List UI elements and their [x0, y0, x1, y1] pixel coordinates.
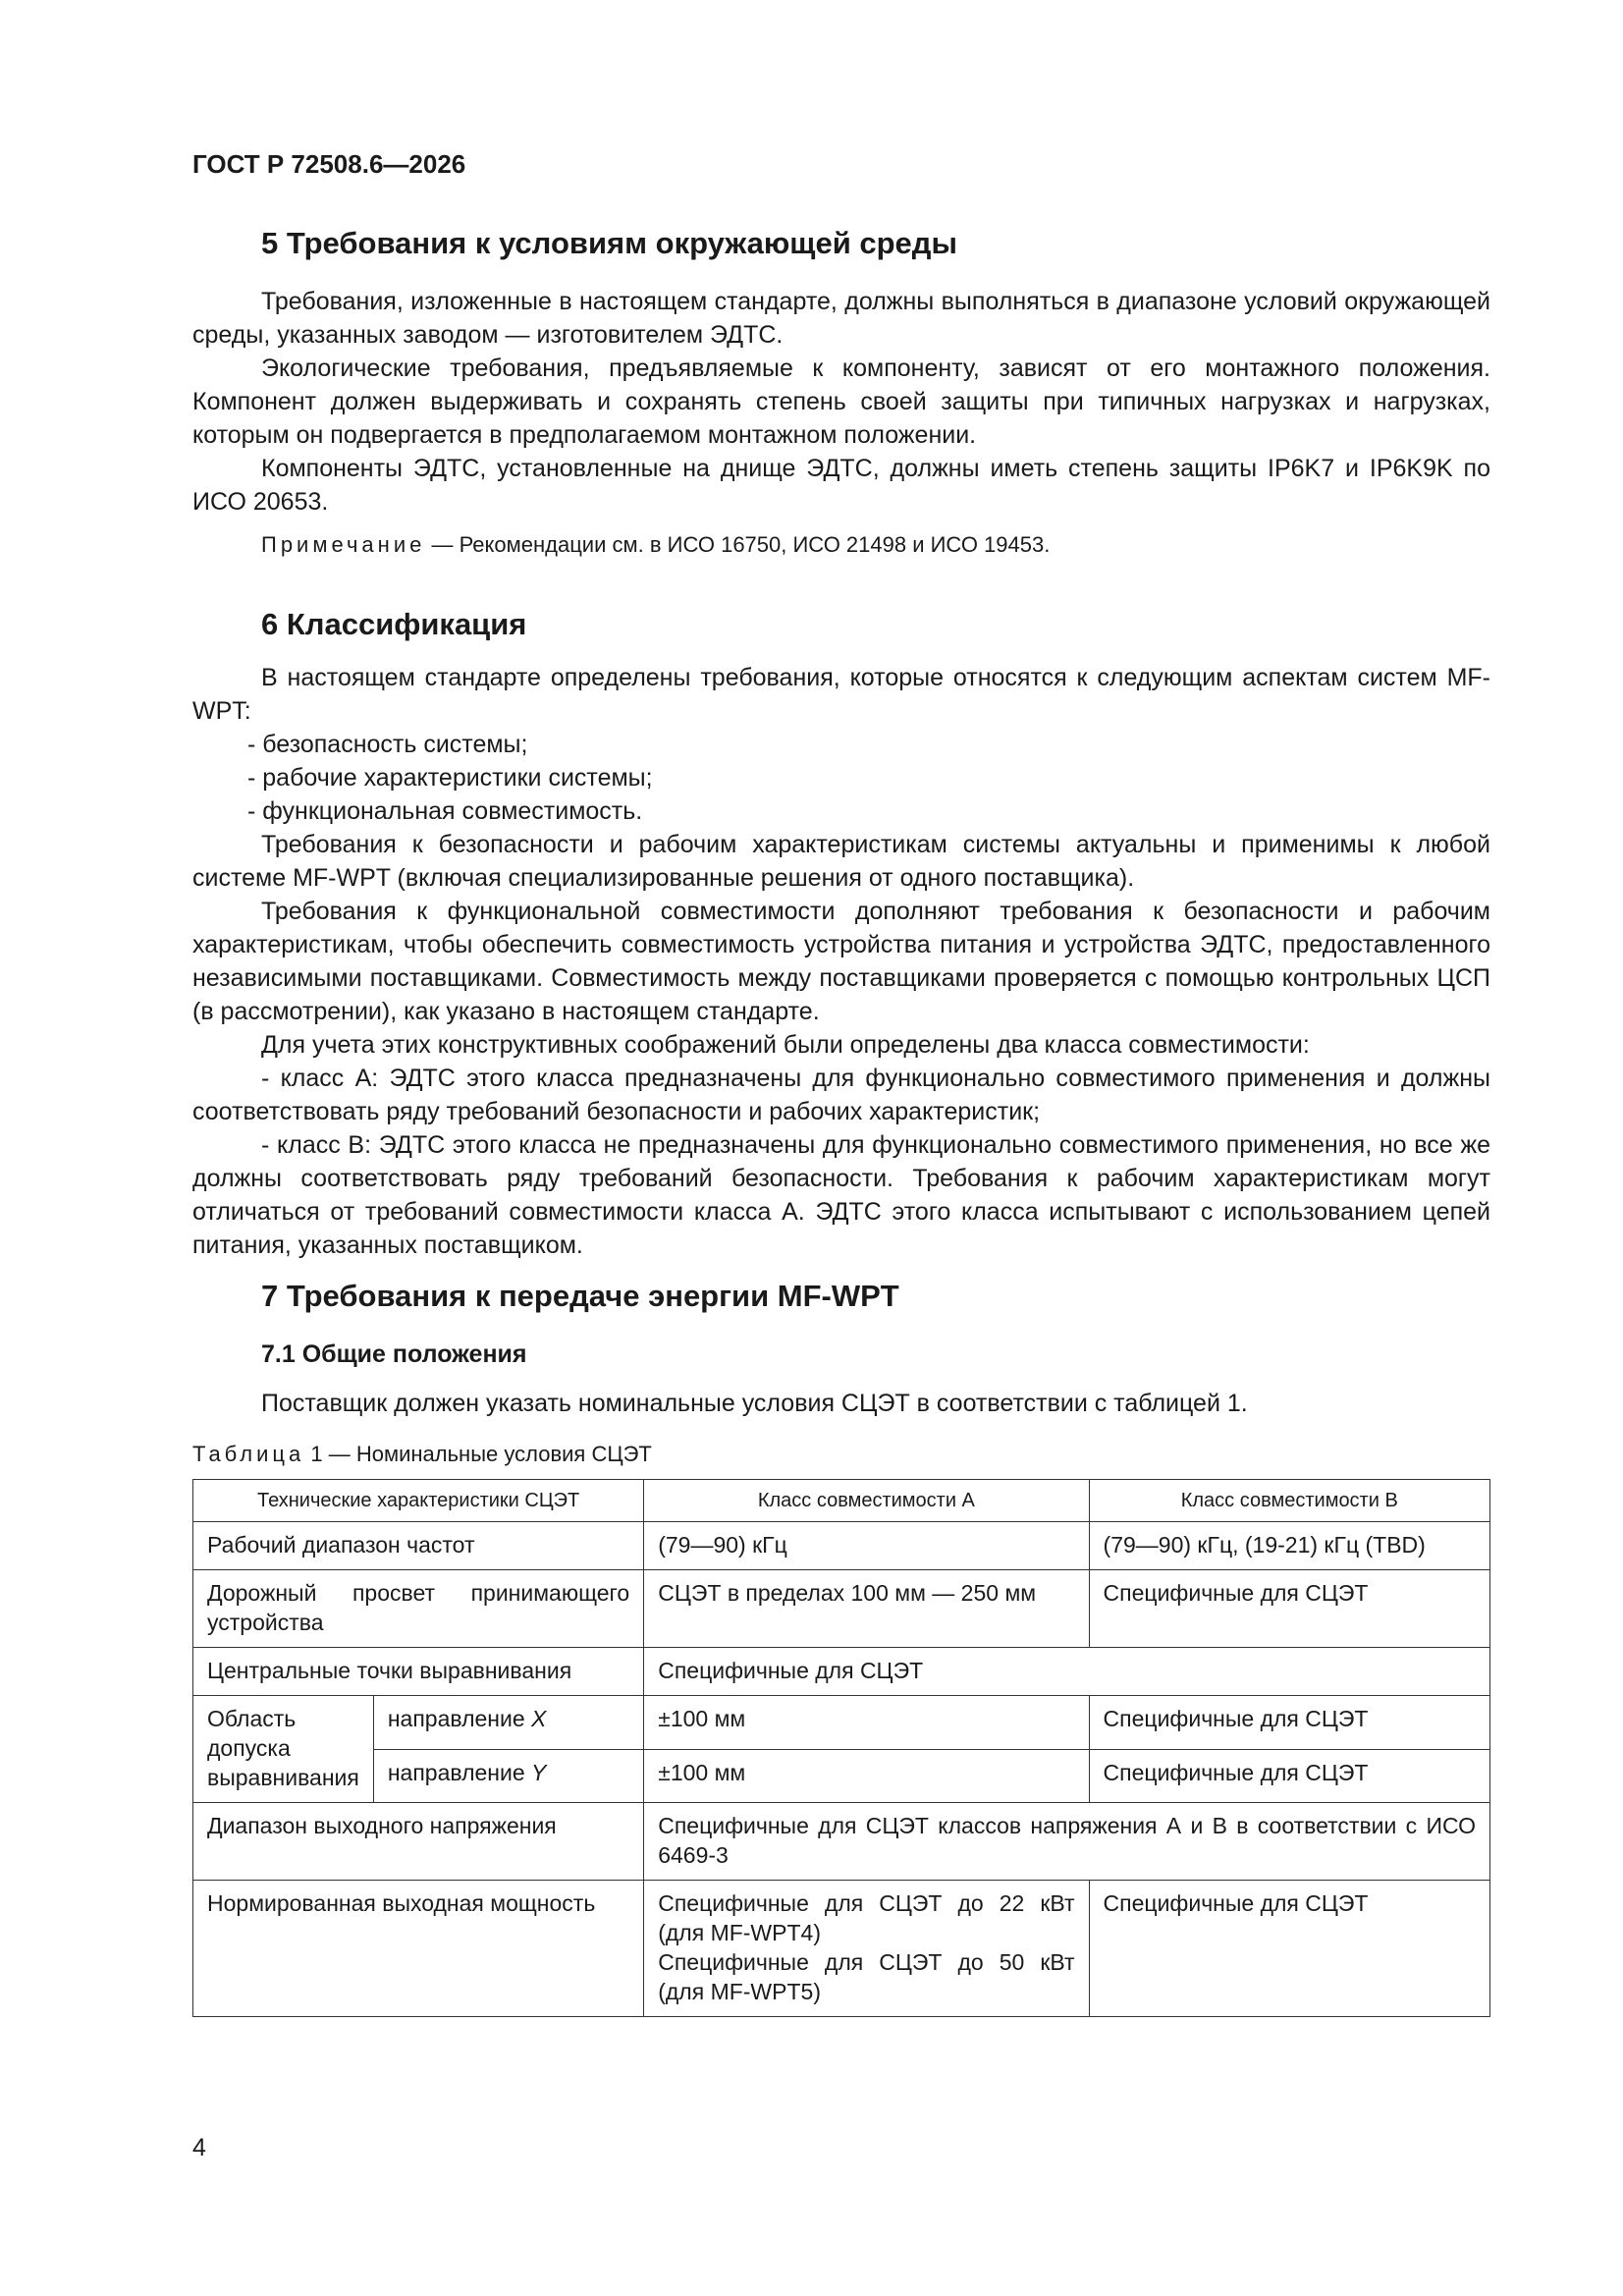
table-cell: СЦЭТ в пределах 100 мм — 250 мм	[644, 1570, 1089, 1648]
table-cell: Дорожный просвет принимающего устройства	[193, 1570, 644, 1648]
table-cell: Центральные точки выравнивания	[193, 1648, 644, 1696]
table-header-row	[193, 1480, 1490, 1522]
table-cell: (79—90) кГц	[644, 1522, 1089, 1570]
table-row	[193, 1648, 1490, 1696]
table-cell	[373, 1696, 643, 1750]
table-cell: Специфичные для СЦЭТ	[1089, 1570, 1489, 1648]
direction-label: направление	[387, 1759, 532, 1785]
table-row	[193, 1803, 1490, 1881]
paragraph: Поставщик должен указать номинальные условия СЦЭТ в соответствии с таблицей 1.	[261, 1390, 1248, 1417]
table-header-cell: Класс совместимости А	[644, 1480, 1089, 1522]
section-5-title: 5 Требования к условиям окружающей среды	[261, 226, 957, 260]
section-5-body	[192, 285, 1490, 560]
table-row	[193, 1570, 1490, 1648]
table-row	[193, 1881, 1490, 2017]
paragraph: Требования к функциональной совместимости дополняют требования к безопасности и рабочим характеристикам, чтобы обеспечить совместимость устройства питания и устройства ЭДТС, предоставленного независимыми поставщиками. Совместимость между поставщиками проверяется с помощью контрольных ЦСП (в рассмотрении), как указано в настоящем стандарте.	[192, 898, 1490, 1025]
table-caption	[192, 1442, 652, 1467]
subsection-7-1-title: 7.1 Общие положения	[261, 1340, 527, 1368]
table-row	[193, 1749, 1490, 1803]
table-row	[193, 1696, 1490, 1750]
paragraph: - класс В: ЭДТС этого класса не предназначены для функционально совместимого применения, но все же должны соответствовать ряду требований безопасности. Требования к рабочим характеристикам могут отличаться от требований совместимости класса А. ЭДТС этого класса испытывают с использованием цепей питания, указанных поставщиком.	[192, 1131, 1490, 1259]
table-cell	[373, 1749, 643, 1803]
specs-table	[192, 1479, 1490, 2017]
table-cell: Область допуска выравнивания	[193, 1696, 374, 1803]
table-cell: Специфичные для СЦЭТ	[1089, 1696, 1489, 1750]
table-header-cell: Класс совместимости В	[1089, 1480, 1489, 1522]
list-item: - функциональная совместимость.	[247, 797, 643, 825]
section-7-title: 7 Требования к передаче энергии MF-WPT	[261, 1279, 899, 1313]
table-cell: Специфичные для СЦЭТ	[1089, 1881, 1489, 2017]
paragraph: Для учета этих конструктивных соображений были определены два класса совместимости:	[261, 1031, 1310, 1059]
note-text: — Рекомендации см. в ИСО 16750, ИСО 21498 и ИСО 19453.	[425, 532, 1051, 557]
paragraph: В настоящем стандарте определены требования, которые относятся к следующим аспектам систем MF-WPT:	[192, 664, 1490, 725]
table-caption-label: Таблица	[192, 1442, 305, 1466]
section-7-body	[192, 1387, 1490, 1420]
table-cell: Нормированная выходная мощность	[193, 1881, 644, 2017]
list-item: - безопасность системы;	[247, 731, 528, 758]
note	[192, 530, 1490, 560]
paragraph: - класс А: ЭДТС этого класса предназначены для функционально совместимого применения и должны соответствовать ряду требований безопасности и рабочих характеристик;	[192, 1065, 1490, 1125]
paragraph: Компоненты ЭДТС, установленные на днище ЭДТС, должны иметь степень защиты IP6K7 и IP6K9K по ИСО 20653.	[192, 455, 1490, 516]
table-caption-text: 1 — Номинальные условия СЦЭТ	[304, 1442, 652, 1466]
section-6-title: 6 Классификация	[261, 607, 527, 641]
table-header-cell: Технические характеристики СЦЭТ	[193, 1480, 644, 1522]
table-cell: Специфичные для СЦЭТ классов напряжения А и В в соответствии с ИСО 6469-3	[644, 1803, 1490, 1881]
document-id: ГОСТ Р 72508.6—2026	[192, 149, 466, 179]
table-row	[193, 1522, 1490, 1570]
table-cell: Диапазон выходного напряжения	[193, 1803, 644, 1881]
note-label: Примечание	[261, 532, 426, 557]
cell-line: Специфичные для СЦЭТ до 22 кВт (для MF-WPT4)	[658, 1890, 1075, 1945]
table-cell	[644, 1881, 1089, 2017]
list-item: - рабочие характеристики системы;	[247, 764, 653, 792]
paragraph: Требования, изложенные в настоящем стандарте, должны выполняться в диапазоне условий окружающей среды, указанных заводом — изготовителем ЭДТС.	[192, 288, 1490, 349]
axis-y-label: Y	[531, 1759, 547, 1785]
direction-label: направление	[387, 1706, 532, 1731]
section-6-body	[192, 661, 1490, 1262]
table-cell: (79—90) кГц, (19-21) кГц (TBD)	[1089, 1522, 1489, 1570]
table-cell: ±100 мм	[644, 1749, 1089, 1803]
table-cell: Специфичные для СЦЭТ	[1089, 1749, 1489, 1803]
page-number: 4	[192, 2134, 206, 2161]
table-cell: ±100 мм	[644, 1696, 1089, 1750]
cell-line: Специфичные для СЦЭТ до 50 кВт (для MF-WPT5)	[658, 1949, 1075, 2004]
table-cell: Специфичные для СЦЭТ	[644, 1648, 1490, 1696]
axis-x-label: X	[531, 1706, 547, 1731]
paragraph: Экологические требования, предъявляемые к компоненту, зависят от его монтажного положения. Компонент должен выдерживать и сохранять степень своей защиты при типичных нагрузках и нагрузках, которым он подвергается в предполагаемом монтажном положении.	[192, 355, 1490, 449]
paragraph: Требования к безопасности и рабочим характеристикам системы актуальны и применимы к любой системе MF-WPT (включая специализированные решения от одного поставщика).	[192, 831, 1490, 892]
table-cell: Рабочий диапазон частот	[193, 1522, 644, 1570]
